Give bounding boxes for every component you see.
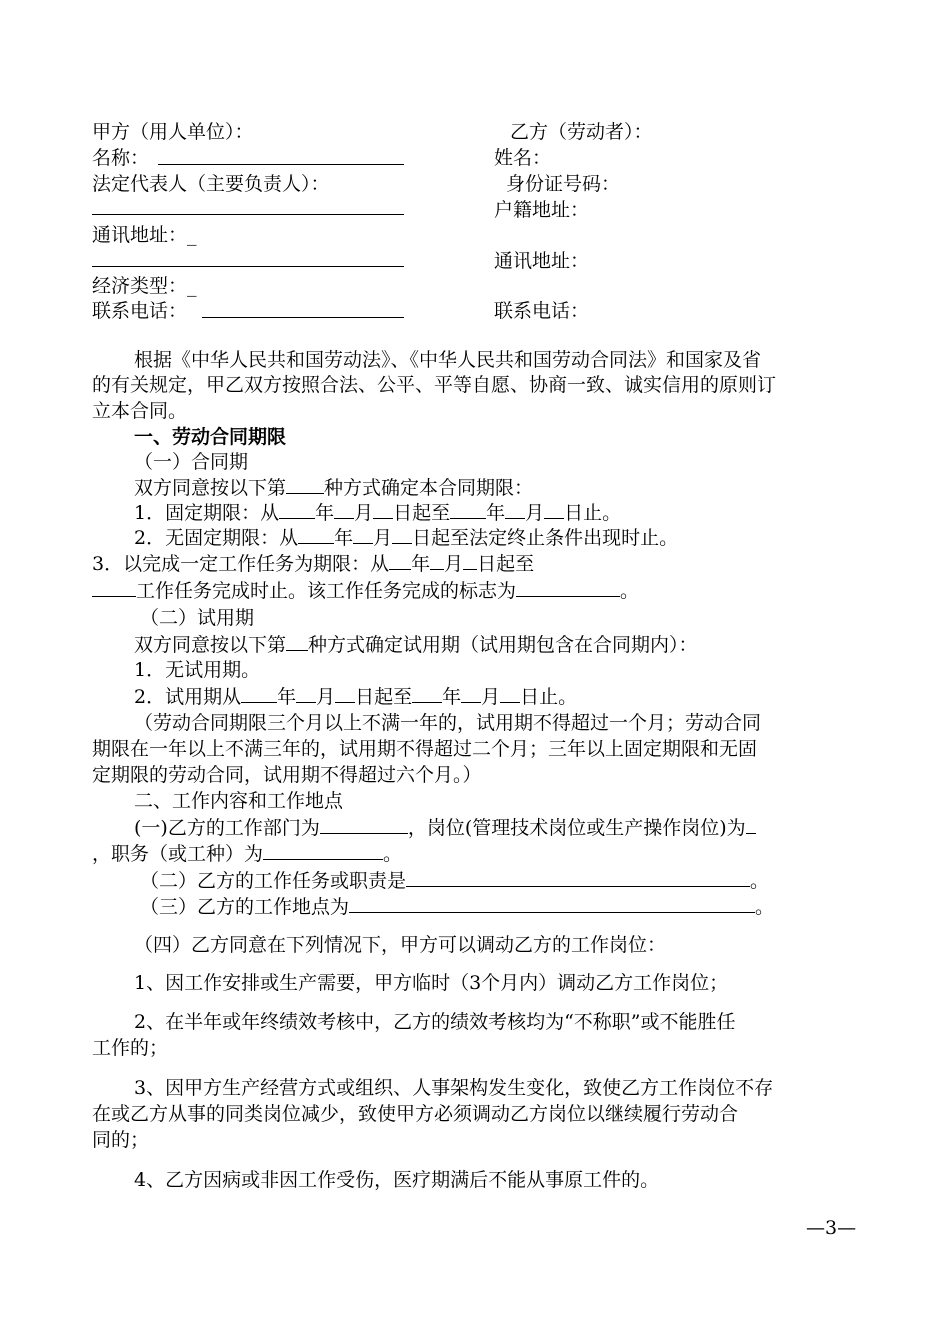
day-from-text: 日起至: [355, 686, 413, 708]
transfer-conditions: （四）乙方同意在下列情况下，甲方可以调动乙方的工作岗位：: [134, 934, 667, 956]
day-end-text: 日止。: [564, 502, 622, 524]
section-1-sub-1: （一）合同期: [134, 451, 249, 473]
task-blank[interactable]: [92, 578, 136, 597]
trial-note-line-2: 期限在一年以上不满三年的，试用期不得超过二个月；三年以上固定期限和无固: [92, 738, 758, 760]
intro-line-3: 立本合同。: [92, 400, 188, 422]
position-label: ，岗位(管理技术岗位或生产操作岗位)为: [407, 817, 746, 839]
transfer-item-2-line-2: 工作的；: [92, 1037, 169, 1059]
term-method-line: [134, 475, 533, 499]
year-text: 年: [442, 686, 462, 708]
task-duty-blank[interactable]: [406, 868, 750, 887]
trial-period-label: 2．试用期从: [134, 686, 242, 708]
duty-line: [92, 841, 402, 865]
fixed-term-label: 1．固定期限：从: [134, 502, 280, 524]
transfer-item-4: 4、乙方因病或非因工作受伤，医疗期满后不能从事原工件的。: [134, 1169, 660, 1191]
trial-method-blank[interactable]: [286, 632, 308, 651]
trial-end-month-blank[interactable]: [461, 684, 481, 703]
position-blank[interactable]: [746, 815, 756, 834]
task-duty-label: （二）乙方的工作任务或职责是: [140, 870, 407, 892]
trial-start-month-blank[interactable]: [296, 684, 316, 703]
fixed-end-month-blank[interactable]: [505, 500, 525, 519]
party-a-phone-blank[interactable]: [202, 317, 404, 318]
work-place-blank[interactable]: [349, 894, 755, 913]
page-number: —3—: [806, 1217, 857, 1239]
intro-line-2: 的有关规定，甲乙双方按照合法、公平、平等自愿、协商一致、诚实信用的原则订: [92, 374, 777, 396]
party-a-title: 甲方（用人单位）：: [92, 121, 254, 143]
task-end-text: 日起至: [477, 553, 535, 575]
fixed-end-year-blank[interactable]: [450, 500, 486, 519]
year-text: 年: [486, 502, 506, 524]
period-text: 。: [750, 870, 770, 892]
month-text: 月: [316, 686, 336, 708]
month-text: 月: [481, 686, 501, 708]
department-line: [134, 815, 756, 839]
work-place-line: [140, 894, 774, 918]
intro-line-1: 根据《中华人民共和国劳动法》、《中华人民共和国劳动合同法》和国家及省: [134, 349, 762, 371]
section-2-title: 二、工作内容和工作地点: [134, 790, 344, 812]
task-year-blank[interactable]: [389, 551, 411, 570]
task-duty-line: [140, 868, 769, 892]
work-place-label: （三）乙方的工作地点为: [140, 896, 350, 918]
no-trial-line: 1．无试用期。: [134, 659, 261, 681]
fixed-start-month-blank[interactable]: [334, 500, 354, 519]
task-complete-text: 工作任务完成时止。该工作任务完成的标志为: [136, 580, 517, 602]
trial-method-text-b: 种方式确定试用期（试用期包含在合同期内）：: [308, 634, 698, 656]
task-month-blank[interactable]: [430, 551, 444, 570]
party-b-title: 乙方（劳动者）：: [510, 121, 653, 143]
legal-rep-label: 法定代表人（主要负责人）：: [92, 173, 330, 195]
term-method-text-a: 双方同意按以下第: [134, 477, 287, 499]
nonfixed-day-blank[interactable]: [392, 525, 412, 544]
transfer-item-3-line-1: 3、因甲方生产经营方式或组织、人事架构发生变化，致使乙方工作岗位不存: [134, 1077, 774, 1099]
party-a-name-blank[interactable]: [158, 164, 404, 165]
term-method-blank[interactable]: [286, 475, 324, 494]
period-text: 。: [620, 580, 640, 602]
party-b-name-label: 姓名：: [494, 147, 552, 169]
day-end-text: 日止。: [520, 686, 578, 708]
month-text: 月: [373, 527, 393, 549]
trial-end-year-blank[interactable]: [412, 684, 442, 703]
trial-end-day-blank[interactable]: [500, 684, 520, 703]
task-term-label: 3．以完成一定工作任务为期限：从: [92, 553, 390, 575]
year-text: 年: [334, 527, 354, 549]
trial-method-text-a: 双方同意按以下第: [134, 634, 287, 656]
section-1-title: 一、劳动合同期限: [134, 426, 287, 448]
household-address-label: 户籍地址：: [494, 199, 590, 221]
day-from-text: 日起至: [393, 502, 451, 524]
department-label: (一)乙方的工作部门为: [134, 817, 320, 839]
trial-method-line: [134, 632, 698, 656]
legal-rep-blank[interactable]: [92, 214, 404, 215]
id-number-label: 身份证号码：: [506, 173, 621, 195]
year-text: 年: [411, 553, 431, 575]
month-text: 月: [525, 502, 545, 524]
nonfixed-year-blank[interactable]: [298, 525, 334, 544]
party-a-name-label: 名称：: [92, 147, 150, 169]
section-1-sub-2: （二）试用期: [140, 607, 255, 629]
period-text: 。: [755, 896, 775, 918]
task-complete-line: [92, 578, 639, 602]
duty-blank[interactable]: [263, 841, 383, 860]
nonfixed-term-line: [134, 525, 678, 549]
task-term-line: [92, 551, 534, 575]
period-text: 。: [383, 843, 403, 865]
fixed-term-line: [134, 500, 621, 524]
duty-label: ，职务（或工种）为: [92, 843, 264, 865]
trial-start-year-blank[interactable]: [241, 684, 277, 703]
transfer-item-2-line-1: 2、在半年或年终绩效考核中，乙方的绩效考核均为“不称职”或不能胜任: [134, 1011, 736, 1033]
fixed-start-year-blank[interactable]: [279, 500, 315, 519]
party-a-phone-label: 联系电话：: [92, 300, 188, 322]
party-b-address-label: 通讯地址：: [494, 250, 590, 272]
trial-start-day-blank[interactable]: [335, 684, 355, 703]
fixed-start-day-blank[interactable]: [373, 500, 393, 519]
trial-note-line-3: 定期限的劳动合同，试用期不得超过六个月。）: [92, 764, 482, 786]
nonfixed-end-text: 日起至法定终止条件出现时止。: [412, 527, 679, 549]
task-mark-blank[interactable]: [516, 578, 620, 597]
transfer-item-1: 1、因工作安排或生产需要，甲方临时（3个月内）调动乙方工作岗位；: [134, 972, 729, 994]
economic-type-label: 经济类型：_: [92, 275, 197, 297]
party-a-address-label: 通讯地址：_: [92, 224, 197, 246]
fixed-end-day-blank[interactable]: [544, 500, 564, 519]
trial-note-line-1: （劳动合同期限三个月以上不满一年的，试用期不得超过一个月；劳动合同: [134, 712, 762, 734]
nonfixed-month-blank[interactable]: [353, 525, 373, 544]
month-text: 月: [354, 502, 374, 524]
nonfixed-term-label: 2．无固定期限：从: [134, 527, 299, 549]
month-text: 月: [444, 553, 464, 575]
party-b-phone-label: 联系电话：: [494, 300, 590, 322]
year-text: 年: [277, 686, 297, 708]
task-day-blank[interactable]: [463, 551, 477, 570]
term-method-text-b: 种方式确定本合同期限：: [324, 477, 534, 499]
transfer-item-3-line-3: 同的；: [92, 1129, 150, 1151]
year-text: 年: [315, 502, 335, 524]
trial-period-line: [134, 684, 577, 708]
department-blank[interactable]: [320, 815, 408, 834]
party-a-address-blank[interactable]: [92, 266, 404, 267]
transfer-item-3-line-2: 在或乙方从事的同类岗位减少，致使甲方必须调动乙方岗位以继续履行劳动合: [92, 1103, 739, 1125]
